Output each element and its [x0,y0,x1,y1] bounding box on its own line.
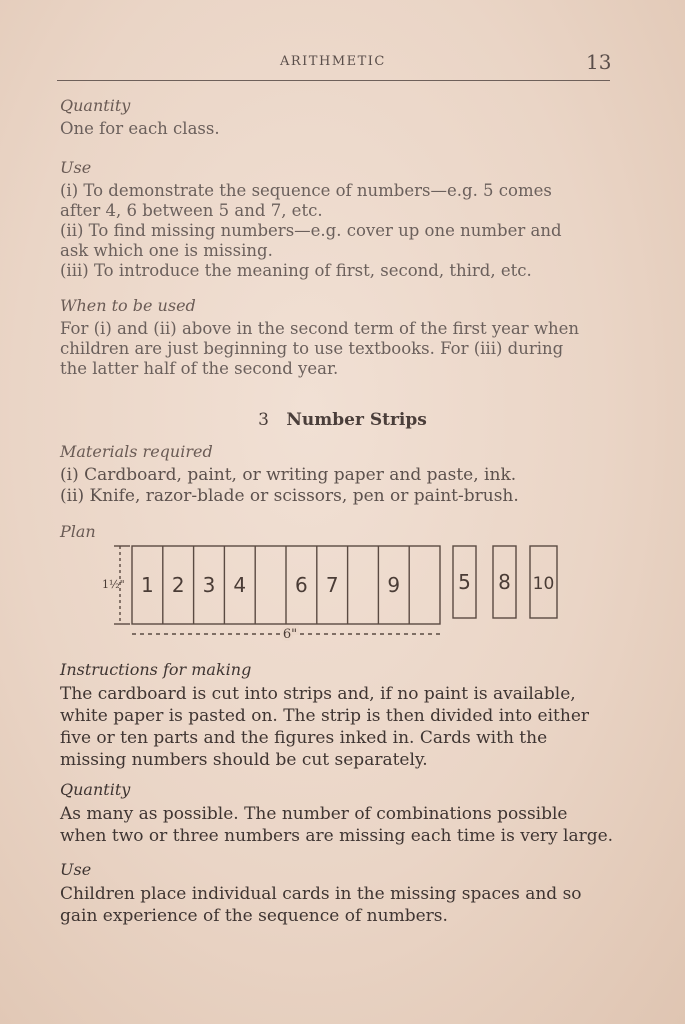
strip-cell-label: 1 [141,573,154,597]
use-line: ask which one is missing. [60,241,273,260]
section-title: Number Strips [286,410,427,430]
section-number: 3 [258,410,269,430]
use-label-bottom: Use [60,860,92,879]
use-line-bottom: Children place individual cards in the missing spaces and so [60,884,582,904]
quantity-text-bottom [60,803,616,847]
instructions-line: missing numbers should be cut separately. [60,750,428,770]
use-section-top [60,158,616,281]
use-section-bottom [60,860,616,927]
quantity-label-bottom: Quantity [60,780,131,799]
use-line: (iii) To introduce the meaning of first, second, third, etc. [60,261,532,280]
use-text [60,181,616,281]
materials-text [60,465,616,507]
use-line: (ii) To find missing numbers—e.g. cover up one number and [60,221,562,240]
strip-cell-label: 9 [387,573,401,597]
when-label: When to be used [60,296,196,315]
instructions-label: Instructions for making [60,660,252,679]
page-number: 13 [586,50,612,74]
materials-line: (ii) Knife, razor-blade or scissors, pen or paint-brush. [60,486,519,506]
quantity-text: One for each class. [60,119,220,138]
card-label: 8 [498,570,511,594]
running-title: ARITHMETIC [280,54,386,69]
card-label: 10 [532,574,555,594]
quantity-section-top [60,96,616,139]
instructions-text [60,683,616,771]
instructions-line: The cardboard is cut into strips and, if no paint is available, [60,684,576,704]
strip-cell-label: 3 [202,573,216,597]
use-line: after 4, 6 between 5 and 7, etc. [60,201,323,220]
width-label: 6" [282,627,298,642]
instructions-line: white paper is pasted on. The strip is then divided into either [60,706,590,726]
strip-cell-label: 7 [325,573,339,597]
use-text-bottom [60,883,616,927]
strip-cell-label: 4 [233,573,247,597]
when-line: the latter half of the second year. [60,359,339,378]
header-rule [57,80,610,81]
when-text [60,319,616,379]
use-line-bottom: gain experience of the sequence of numbers. [60,906,448,926]
height-label: 1½" [102,578,125,591]
materials-section [60,442,616,507]
plan-label: Plan [60,522,96,541]
card-label: 5 [458,570,471,594]
quantity-label: Quantity [60,96,131,115]
materials-line: (i) Cardboard, paint, or writing paper and paste, ink. [60,465,517,485]
when-line: For (i) and (ii) above in the second term of the first year when [60,319,580,338]
materials-label: Materials required [60,442,213,461]
quantity-section-bottom [60,780,616,847]
strip-cell-label: 6 [295,573,308,597]
number-strip-diagram [100,540,570,645]
quantity-line: when two or three numbers are missing each time is very large. [60,826,614,846]
instructions-line: five or ten parts and the figures inked in. Cards with the [60,728,548,748]
use-label: Use [60,158,92,177]
when-line: children are just beginning to use textbooks. For (iii) during [60,339,564,358]
when-section [60,296,616,379]
section-heading [0,410,685,430]
use-line: (i) To demonstrate the sequence of numbers—e.g. 5 comes [60,181,552,200]
quantity-line: As many as possible. The number of combinations possible [60,804,568,824]
instructions-section [60,660,616,771]
strip-cell-label: 2 [171,573,185,597]
